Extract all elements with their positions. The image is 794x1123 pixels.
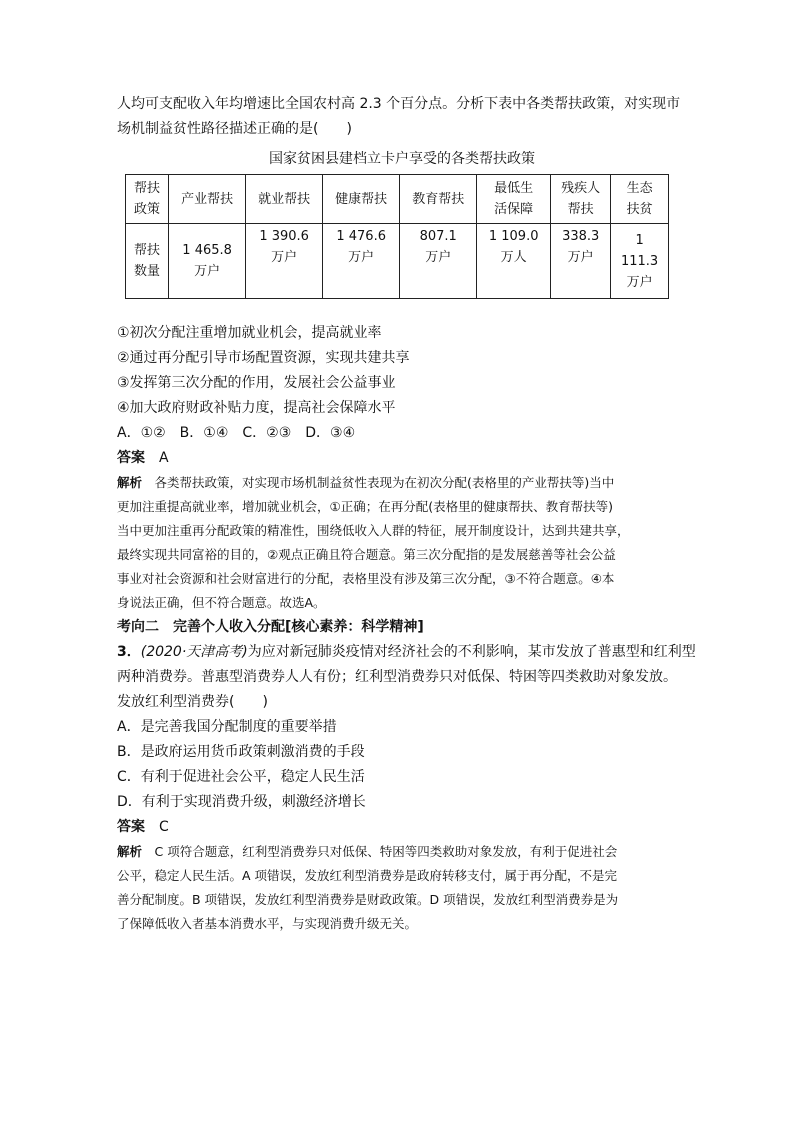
q2-option-1: ①初次分配注重增加就业机会，提高就业率 <box>117 325 382 341</box>
intro-line-1: 人均可支配收入年均增速比全国农村高 2.3 个百分点。分析下表中各类帮扶政策，对实现市 <box>117 96 681 112</box>
intro-line-2: 场机制益贫性路径描述正确的是( ) <box>117 121 352 137</box>
data-cell: 1 109.0 万人 <box>477 224 551 299</box>
answer-value: C <box>159 819 169 835</box>
data-cell: 338.3 万户 <box>551 224 611 299</box>
q3-answer <box>117 815 687 840</box>
data-cell: 1 476.6 万户 <box>323 224 400 299</box>
data-cell: 1 465.8 万户 <box>169 224 246 299</box>
header-cell: 帮扶 政策 <box>126 175 169 224</box>
answer-label: 答案 <box>117 450 145 466</box>
header-cell: 最低生 活保障 <box>477 175 551 224</box>
q2-option-3: ③发挥第三次分配的作用，发展社会公益事业 <box>117 375 396 391</box>
table-title: 国家贫困县建档立卡户享受的各类帮扶政策 <box>269 151 535 167</box>
analysis-line: 了保障低收入者基本消费水平，与实现消费升级无关。 <box>117 916 418 931</box>
header-cell: 健康帮扶 <box>323 175 400 224</box>
q2-option-2: ②通过再分配引导市场配置资源，实现共建共享 <box>117 350 410 366</box>
section-heading: 考向二 完善个人收入分配[核心素养：科学精神] <box>117 619 424 635</box>
analysis-line: 解析 各类帮扶政策，对实现市场机制益贫性表现为在初次分配(表格里的产业帮扶等)当中 <box>117 475 615 490</box>
data-cell: 1 390.6 万户 <box>246 224 323 299</box>
answer-value: A <box>159 450 169 466</box>
analysis-line: 解析 C 项符合题意，红利型消费券只对低保、特困等四类救助对象发放，有利于促进社会 <box>117 844 618 859</box>
analysis-line: 更加注重提高就业率，增加就业机会，①正确；在再分配(表格里的健康帮扶、教育帮扶等) <box>117 499 613 514</box>
q3-option-d: D．有利于实现消费升级，刺激经济增长 <box>117 794 366 810</box>
analysis-line: 当中更加注重再分配政策的精准性，围绕低收入人群的特征，展开制度设计，达到共建共享， <box>117 523 630 538</box>
table-data-row <box>126 224 669 299</box>
analysis-line: 事业对社会资源和社会财富进行的分配，表格里没有涉及第三次分配，③不符合题意。④本 <box>117 571 615 586</box>
document-page <box>117 92 696 936</box>
q2-choices: A．①② B．①④ C．②③ D．③④ <box>117 425 356 441</box>
analysis-line: 最终实现共同富裕的目的，②观点正确且符合题意。第三次分配指的是发展慈善等社会公益 <box>117 547 616 562</box>
header-cell: 生态 扶贫 <box>611 175 669 224</box>
q3-option-a: A．是完善我国分配制度的重要举措 <box>117 719 337 735</box>
data-cell: 1 111.3 万户 <box>611 224 669 299</box>
q3-stem-line-3: 发放红利型消费券( ) <box>117 694 268 710</box>
data-cell: 807.1 万户 <box>400 224 477 299</box>
header-cell: 教育帮扶 <box>400 175 477 224</box>
policy-table <box>125 174 669 299</box>
data-cell: 帮扶 数量 <box>126 224 169 299</box>
q3-option-b: B．是政府运用货币政策刺激消费的手段 <box>117 744 365 760</box>
q3-analysis <box>117 840 687 936</box>
header-cell: 残疾人 帮扶 <box>551 175 611 224</box>
q3-option-c: C．有利于促进社会公平，稳定人民生活 <box>117 769 365 785</box>
q2-analysis <box>117 471 687 615</box>
q3-stem-line-2: 两种消费券。普惠型消费券人人有份；红利型消费券只对低保、特困等四类救助对象发放。 <box>117 669 677 685</box>
q2-option-4: ④加大政府财政补贴力度，提高社会保障水平 <box>117 400 396 416</box>
answer-label: 答案 <box>117 819 145 835</box>
analysis-line: 身说法正确，但不符合题意。故选A。 <box>117 595 326 610</box>
analysis-line: 善分配制度。B 项错误，发放红利型消费券是财政政策。D 项错误，发放红利型消费券是为 <box>117 892 619 907</box>
q3-stem-line-1: 3．(2020·天津高考)为应对新冠肺炎疫情对经济社会的不利影响，某市发放了普惠型和红利型 <box>117 644 696 660</box>
q3-source: (2020·天津高考) <box>140 644 248 660</box>
analysis-line: 公平，稳定人民生活。A 项错误，发放红利型消费券是政府转移支付，属于再分配，不是完 <box>117 868 618 883</box>
q2-answer <box>117 446 687 471</box>
header-cell: 产业帮扶 <box>169 175 246 224</box>
header-cell: 就业帮扶 <box>246 175 323 224</box>
table-header-row <box>126 175 669 224</box>
